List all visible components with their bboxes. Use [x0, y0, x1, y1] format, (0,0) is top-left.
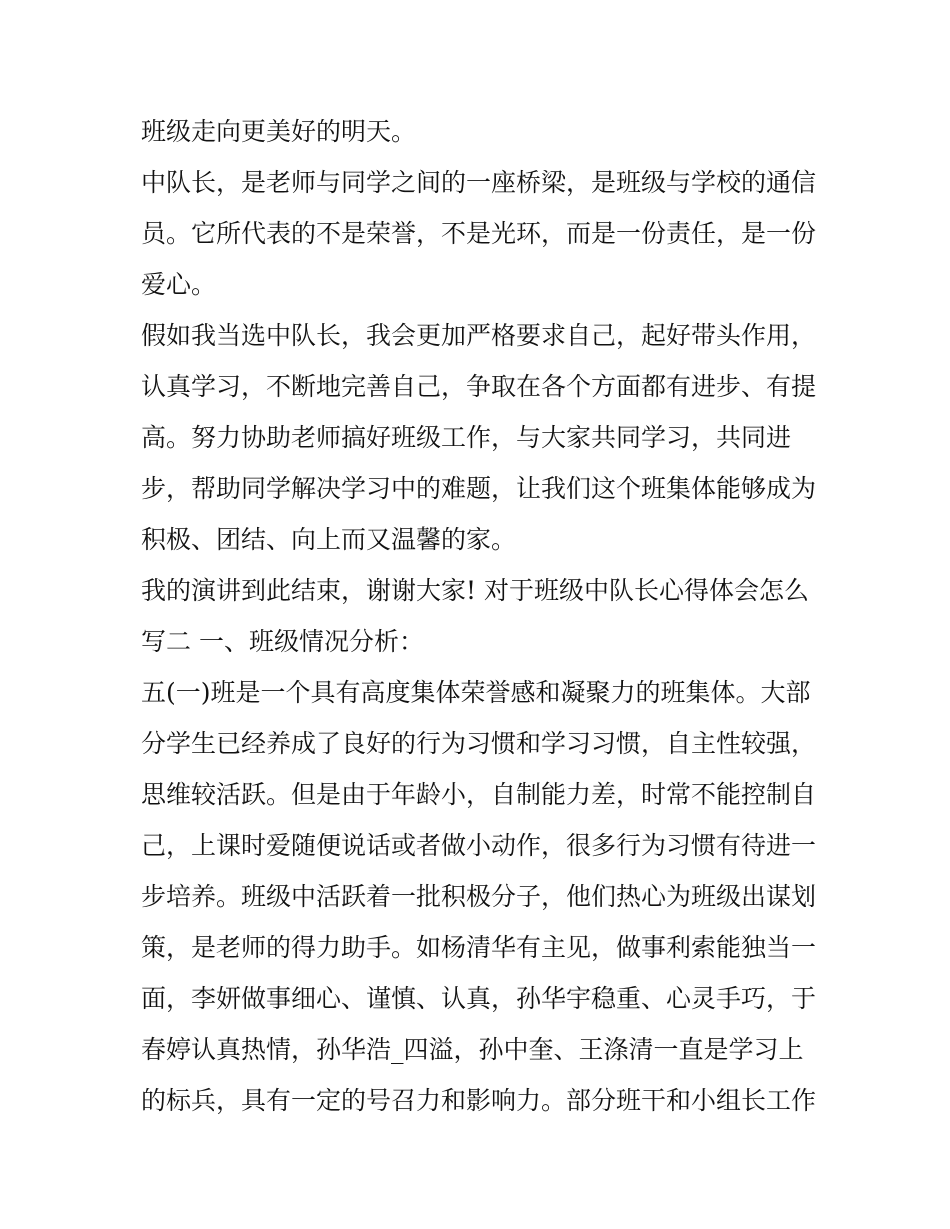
text-line: 思维较活跃。但是由于年龄小，自制能力差，时常不能控制自 [141, 780, 817, 809]
text-line: 的标兵，具有一定的号召力和影响力。部分班干和小组长工作 [141, 1086, 817, 1115]
text-line: 员。它所代表的不是荣誉，不是光环，而是一份责任，是一份 [141, 219, 817, 248]
text-line: 积极、团结、向上而又温馨的家。 [141, 525, 517, 554]
text-line: 春婷认真热情，孙华浩_四溢，孙中奎、王涤清一直是学习上 [141, 1035, 804, 1064]
text-line: 己，上课时爱随便说话或者做小动作，很多行为习惯有待进一 [141, 831, 817, 860]
text-line: 中队长，是老师与同学之间的一座桥梁，是班级与学校的通信 [141, 168, 817, 197]
text-line: 步培养。班级中活跃着一批积极分子，他们热心为班级出谋划 [141, 882, 817, 911]
text-line: 五(一)班是一个具有高度集体荣誉感和凝聚力的班集体。大部 [141, 678, 811, 707]
text-line: 面，李妍做事细心、谨慎、认真，孙华宇稳重、心灵手巧，于 [141, 984, 817, 1013]
text-line: 分学生已经养成了良好的行为习惯和学习习惯，自主性较强， [141, 729, 817, 758]
text-line: 步，帮助同学解决学习中的难题，让我们这个班集体能够成为 [141, 474, 817, 503]
text-line: 策，是老师的得力助手。如杨清华有主见，做事利索能独当一 [141, 933, 817, 962]
text-line: 班级走向更美好的明天。 [141, 117, 417, 146]
text-line: 高。努力协助老师搞好班级工作，与大家共同学习，共同进 [141, 423, 792, 452]
text-line: 认真学习，不断地完善自己，争取在各个方面都有进步、有提 [141, 372, 817, 401]
text-line: 爱心。 [141, 270, 217, 299]
text-line: 我的演讲到此结束，谢谢大家! 对于班级中队长心得体会怎么 [141, 576, 809, 605]
text-line: 写二 一、班级情况分析： [141, 627, 424, 656]
document-body [141, 106, 821, 1126]
text-line: 假如我当选中队长，我会更加严格要求自己，起好带头作用， [141, 321, 817, 350]
